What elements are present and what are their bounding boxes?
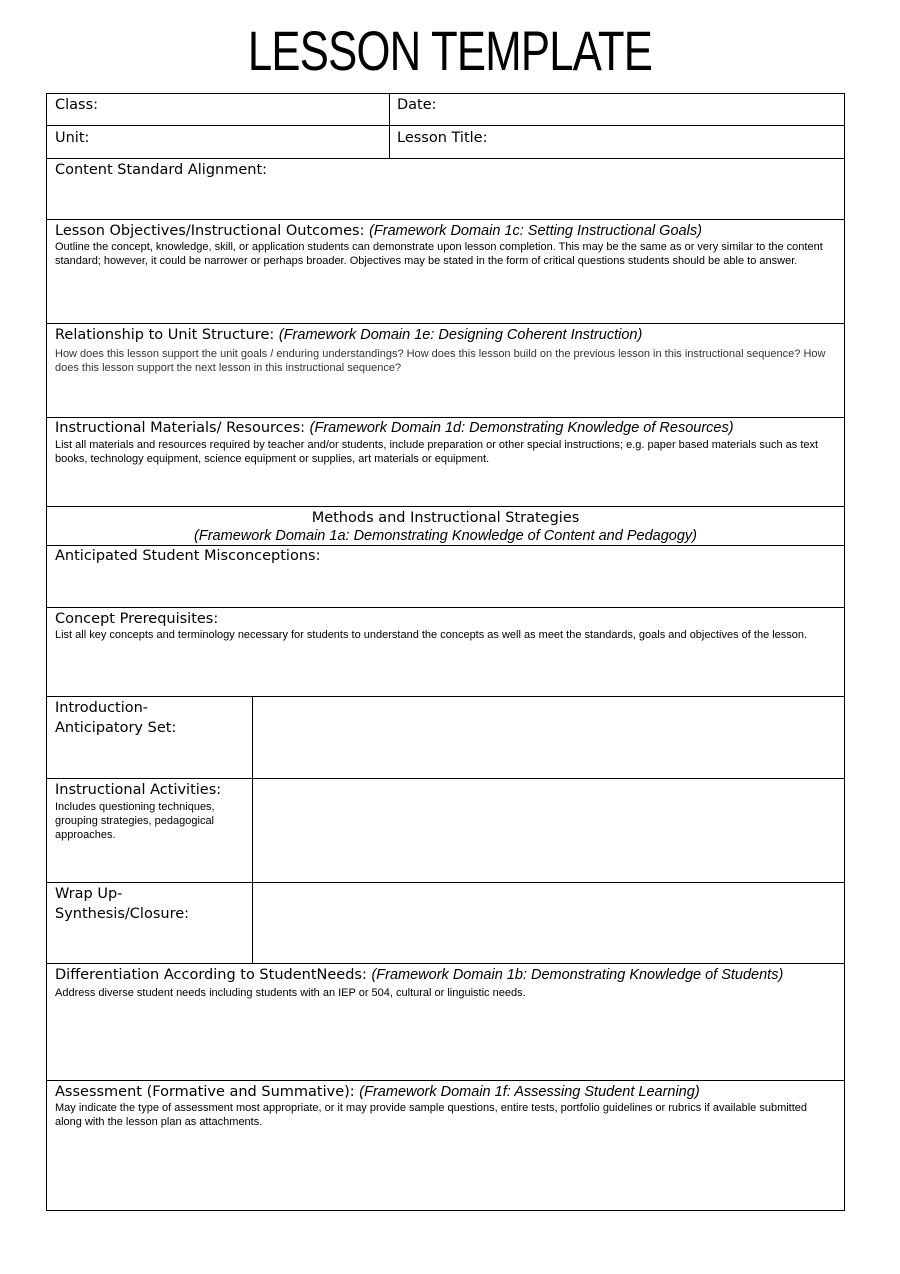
materials-description: List all materials and resources required by teacher and/or students, include preparation or other special instructions; e.g. paper based materials such as text books, technology equipment, science equipment or supplies, art materials or equipment. [55, 439, 819, 465]
assessment-heading [55, 1082, 700, 1102]
methods-title: Methods and Instructional Strategies [311, 510, 580, 526]
divider [47, 696, 844, 697]
differentiation-description: Address diverse student needs including students with an IEP or 504, cultural or linguistic needs. [55, 987, 526, 999]
column-divider [389, 94, 390, 158]
unit-structure-description: How does this lesson support the unit goals / enduring understandings? How does this lesson build on the previous lesson in this instructional sequence? How does this lesson support the next lesson in this instructional sequence? [55, 348, 826, 374]
unit-label: Unit: [55, 130, 90, 146]
prerequisites-description: List all key concepts and terminology necessary for students to understand the concepts as well as meet the standards, goals and objectives of the lesson. [55, 629, 808, 641]
divider [47, 219, 844, 220]
unit-structure-label: Relationship to Unit Structure: [55, 327, 275, 343]
materials-heading [55, 418, 734, 438]
differentiation-domain: (Framework Domain 1b: Demonstrating Knowledge of Students) [371, 967, 784, 983]
divider [47, 882, 844, 883]
materials-domain: (Framework Domain 1d: Demonstrating Knowledge of Resources) [309, 420, 734, 436]
divider [47, 506, 844, 507]
methods-domain: (Framework Domain 1a: Demonstrating Knowledge of Content and Pedagogy) [194, 528, 697, 544]
wrap-up-label: Wrap Up- Synthesis/Closure: [55, 886, 190, 922]
page-title: LESSON TEMPLATE [247, 19, 653, 82]
activities-description: Includes questioning techniques, grouping strategies, pedagogical approaches. [55, 801, 215, 841]
assessment-label: Assessment (Formative and Summative): [55, 1084, 355, 1100]
divider [47, 963, 844, 964]
prerequisites-label: Concept Prerequisites: [55, 611, 219, 627]
divider [47, 778, 844, 779]
objectives-domain: (Framework Domain 1c: Setting Instructional Goals) [369, 223, 702, 239]
introduction-label: Introduction- Anticipatory Set: [55, 700, 177, 736]
divider [47, 607, 844, 608]
unit-structure-heading [55, 325, 642, 345]
unit-structure-domain: (Framework Domain 1e: Designing Coherent Instruction) [278, 327, 643, 343]
divider [47, 1080, 844, 1081]
differentiation-label: Differentiation According to StudentNeeds: [55, 967, 367, 983]
column-divider [252, 696, 253, 964]
objectives-description: Outline the concept, knowledge, skill, or application students can demonstrate upon lesson completion. This may be the same as or very similar to the content standard; however, it could be narrower or perhaps broader. Objectives may be stated in the form of critical questions students should be able to answer. [55, 241, 823, 267]
divider [47, 323, 844, 324]
activities-label: Instructional Activities: [55, 782, 222, 798]
divider [47, 125, 844, 126]
misconceptions-label: Anticipated Student Misconceptions: [55, 548, 321, 564]
lesson-title-label: Lesson Title: [397, 130, 488, 146]
class-label: Class: [55, 97, 99, 113]
assessment-description: May indicate the type of assessment most appropriate, or it may provide sample questions, entire tests, portfolio guidelines or rubrics if available submitted along with the lesson plan as attachments. [55, 1102, 808, 1128]
date-label: Date: [397, 97, 437, 113]
objectives-label: Lesson Objectives/Instructional Outcomes: [55, 223, 365, 239]
assessment-domain: (Framework Domain 1f: Assessing Student Learning) [359, 1084, 700, 1100]
differentiation-heading [55, 965, 783, 985]
content-standard-label: Content Standard Alignment: [55, 162, 268, 178]
materials-label: Instructional Materials/ Resources: [55, 420, 306, 436]
divider [47, 158, 844, 159]
methods-heading [47, 509, 844, 545]
lesson-form [46, 93, 845, 1211]
objectives-heading [55, 221, 702, 241]
